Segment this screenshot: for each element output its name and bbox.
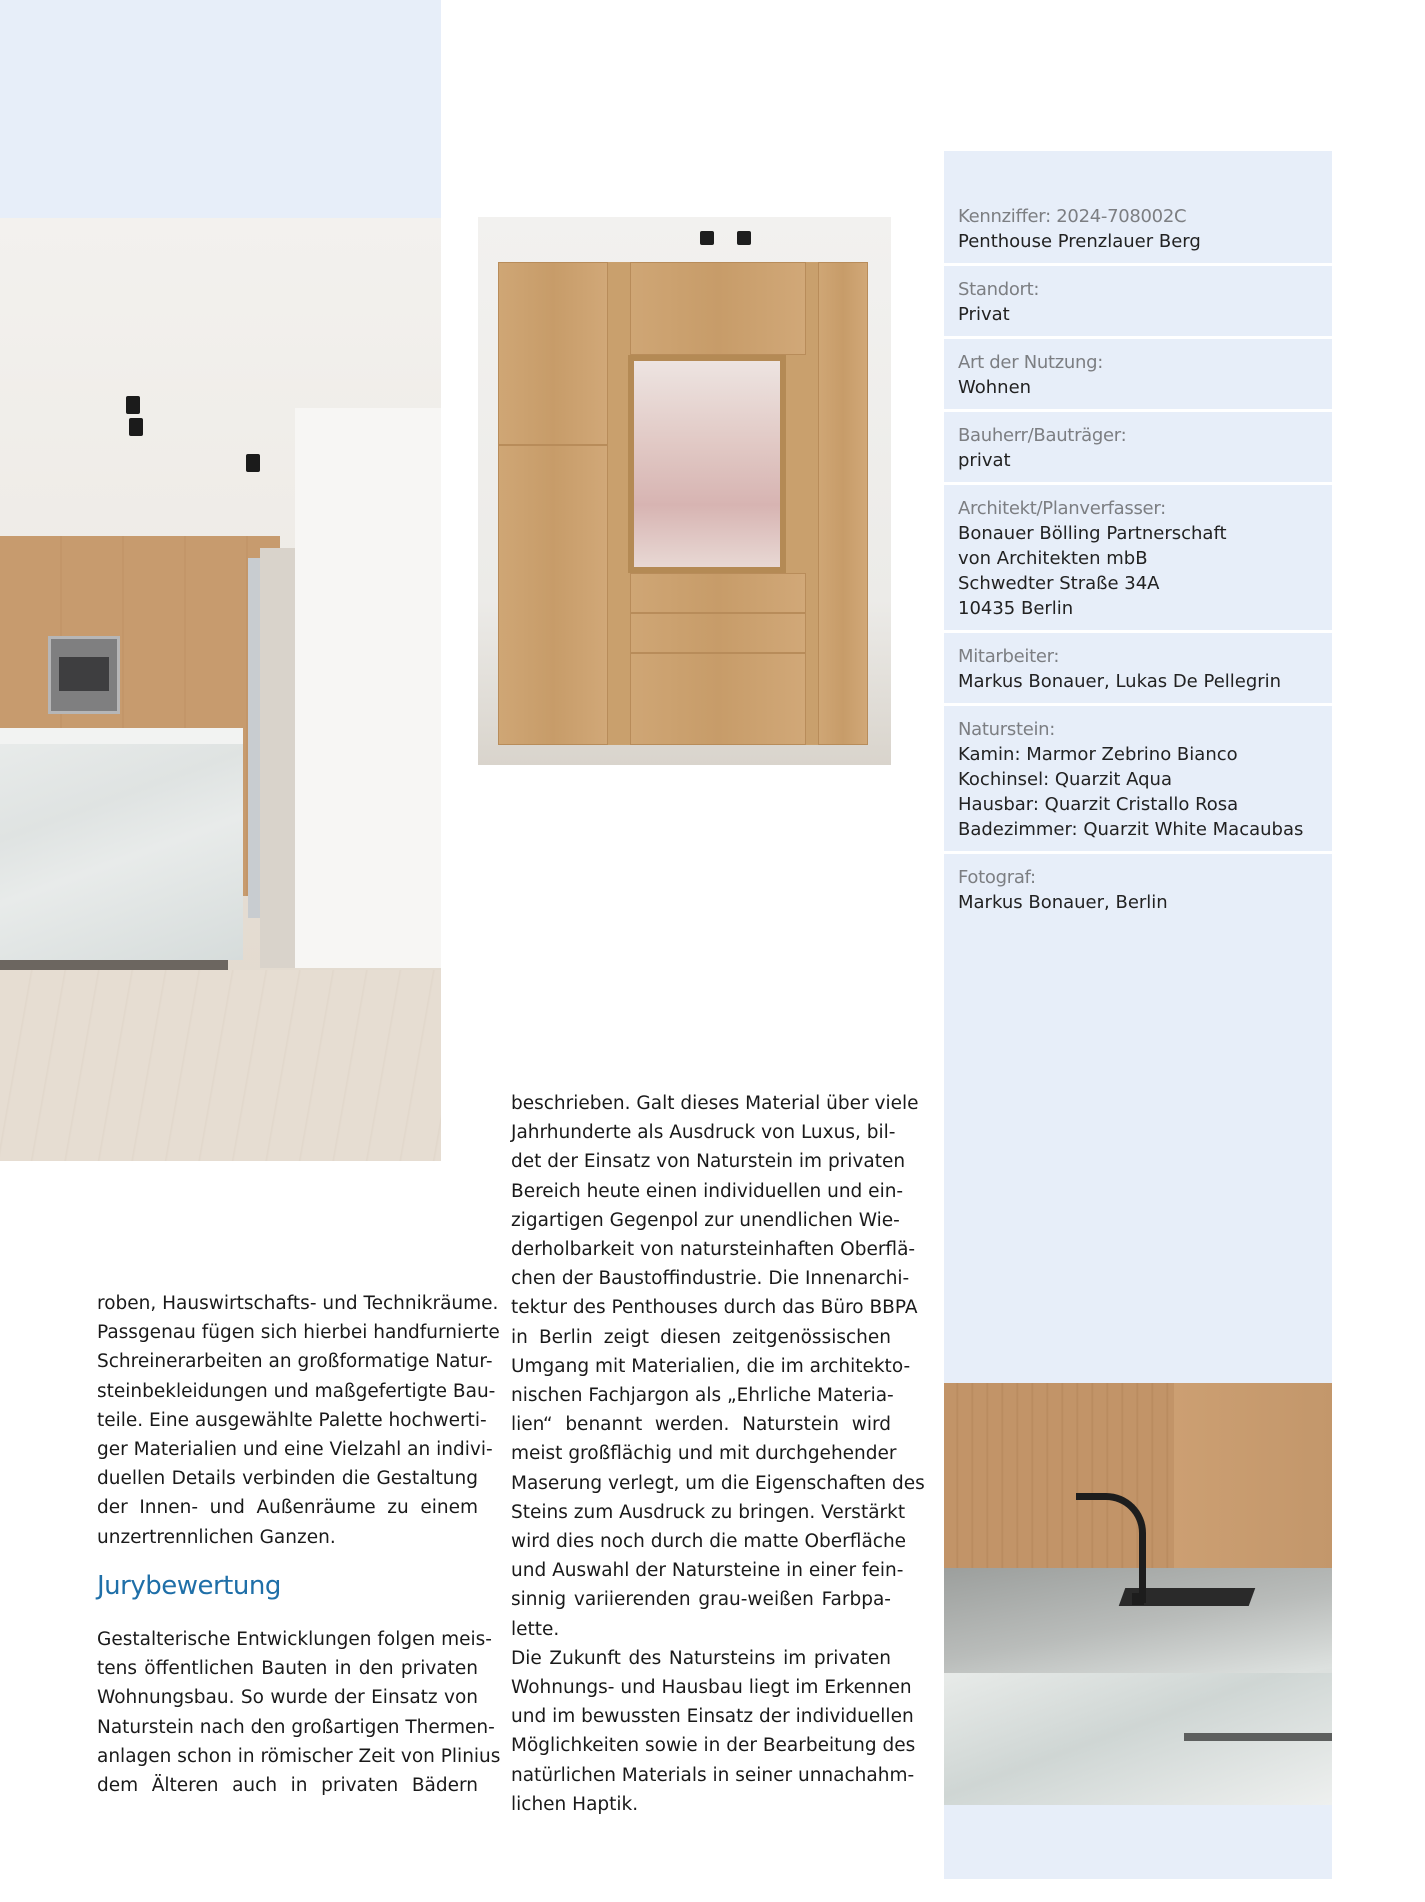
- glass-bar-niche: [628, 355, 786, 573]
- text-line: Wohnungs- und Hausbau liegt im Erkennen: [511, 1677, 912, 1699]
- cabinet-drawer: [630, 653, 806, 745]
- info-label: Architekt/Planverfasser:: [958, 498, 1166, 519]
- text-line: Schreinerarbeiten an großformatige Natur-: [97, 1351, 493, 1373]
- divider: [944, 263, 1332, 266]
- top-left-panel: [0, 0, 441, 218]
- info-label: Standort:: [958, 279, 1040, 300]
- text-line: Wohnungsbau. So wurde der Einsatz von: [97, 1687, 478, 1709]
- project-info-list: [944, 205, 1332, 915]
- info-value: Kamin: Marmor Zebrino Bianco: [958, 744, 1238, 765]
- text-line: det der Einsatz von Naturstein im privaten: [511, 1151, 906, 1173]
- text-line: tens öffentlichen Bauten in den privaten: [97, 1658, 478, 1680]
- text-line: roben, Hauswirtschafts- und Technikräume.: [97, 1293, 499, 1314]
- text-line: zigartigen Gegenpol zur unendlichen Wie-: [511, 1209, 900, 1231]
- divider: [944, 703, 1332, 706]
- text-line: unzertrennlichen Ganzen.: [97, 1526, 336, 1548]
- cabinet-drawer: [630, 613, 806, 653]
- column: [260, 548, 300, 968]
- text-line: lichen Haptik.: [511, 1793, 639, 1815]
- cabinet-drawer: [630, 573, 806, 613]
- info-architekt: [944, 497, 1332, 621]
- cabinet-door: [498, 445, 608, 745]
- stone-island: [0, 728, 243, 960]
- info-label: Kennziffer: 2024-708002C: [958, 206, 1187, 227]
- text-line: tektur des Penthouses durch das Büro BBPA: [511, 1297, 918, 1319]
- ceiling-spot: [129, 418, 143, 436]
- ceiling-spot: [700, 231, 714, 245]
- info-value: Hausbar: Quarzit Cristallo Rosa: [958, 794, 1239, 815]
- text-line: Passgenau fügen sich hierbei handfurnierte: [97, 1322, 500, 1344]
- faucet-base: [1132, 1593, 1144, 1605]
- text-line: lien“ benannt werden. Naturstein wird: [511, 1414, 891, 1436]
- text-line: Maserung verlegt, um die Eigenschaften des: [511, 1472, 925, 1494]
- ceiling-spot: [126, 396, 140, 414]
- divider: [944, 851, 1332, 854]
- text-line: beschrieben. Galt dieses Material über viele: [511, 1093, 919, 1114]
- text-line: steinbekleidungen und maßgefertigte Bau-: [97, 1380, 496, 1402]
- divider: [944, 336, 1332, 339]
- text-line: lette.: [511, 1618, 560, 1640]
- text-line: teile. Eine ausgewählte Palette hochwerti-: [97, 1409, 487, 1431]
- ceiling-spot: [246, 454, 260, 472]
- info-value: von Architekten mbB: [958, 548, 1148, 569]
- cabinet-photo: [478, 217, 891, 765]
- info-fotograf: [944, 866, 1332, 915]
- oven: [48, 636, 120, 714]
- text-line: und Auswahl der Natursteine in einer fein-: [511, 1560, 904, 1582]
- divider: [944, 630, 1332, 633]
- info-value: Badezimmer: Quarzit White Macaubas: [958, 819, 1304, 840]
- text-line: anlagen schon in römischer Zeit von Plinius: [97, 1745, 501, 1767]
- cabinet-door: [818, 262, 868, 745]
- wood-floor: [0, 970, 441, 1161]
- info-mitarbeiter: [944, 645, 1332, 694]
- text-line: in Berlin zeigt diesen zeitgenössischen: [511, 1326, 891, 1348]
- info-label: Mitarbeiter:: [958, 646, 1060, 667]
- info-label: Bauherr/Bauträger:: [958, 425, 1127, 446]
- divider: [944, 409, 1332, 412]
- kitchen-photo: [0, 218, 441, 1161]
- island-shadow: [0, 960, 228, 970]
- text-line: Steins zum Ausdruck zu bringen. Verstärkt: [511, 1501, 906, 1523]
- text-line: ger Materialien und eine Vielzahl an indivi-: [97, 1439, 493, 1461]
- info-value: Markus Bonauer, Berlin: [958, 892, 1168, 913]
- info-naturstein: [944, 718, 1332, 842]
- white-wall: [295, 408, 441, 968]
- info-value: Schwedter Straße 34A: [958, 573, 1160, 594]
- text-line: wird dies noch durch die matte Oberfläche: [511, 1531, 907, 1553]
- text-line: Naturstein nach den großartigen Thermen-: [97, 1716, 495, 1738]
- info-value: Wohnen: [958, 377, 1032, 398]
- drawer-slot: [1184, 1733, 1332, 1741]
- text-line: duellen Details verbinden die Gestaltung: [97, 1468, 478, 1490]
- info-value: Bonauer Bölling Partnerschaft: [958, 523, 1227, 544]
- text-line: derholbarkeit von natursteinhaften Oberflä-: [511, 1239, 916, 1261]
- text-line: Umgang mit Materialien, die im architekto-: [511, 1355, 911, 1377]
- divider: [944, 482, 1332, 485]
- info-value: Kochinsel: Quarzit Aqua: [958, 769, 1172, 790]
- info-value: Markus Bonauer, Lukas De Pellegrin: [958, 671, 1282, 692]
- info-nutzung: [944, 351, 1332, 400]
- text-line: chen der Baustoffindustrie. Die Innenarchi-: [511, 1268, 910, 1290]
- section-heading: Jurybewertung: [97, 1570, 281, 1601]
- text-line: natürlichen Materials in seiner unnachahm-: [511, 1764, 915, 1786]
- text-line: Möglichkeiten sowie in der Bearbeitung des: [511, 1735, 916, 1757]
- info-kennziffer: [944, 205, 1332, 254]
- text-line: dem Älteren auch in privaten Bädern: [97, 1775, 478, 1797]
- info-bauherr: [944, 424, 1332, 473]
- sink-photo: [944, 1383, 1332, 1805]
- text-line: nischen Fachjargon als „Ehrliche Materia-: [511, 1385, 894, 1407]
- info-value: 10435 Berlin: [958, 598, 1074, 619]
- cabinet-door: [630, 262, 806, 355]
- info-value: Privat: [958, 304, 1010, 325]
- text-line: Gestalterische Entwicklungen folgen meis-: [97, 1629, 492, 1651]
- info-value: privat: [958, 450, 1011, 471]
- info-label: Art der Nutzung:: [958, 352, 1104, 373]
- left-text-column: [97, 1289, 501, 1800]
- text-line: meist großflächig und mit durchgehender: [511, 1443, 897, 1465]
- middle-text-column: [511, 1089, 925, 1819]
- text-line: der Innen- und Außenräume zu einem: [97, 1497, 478, 1519]
- wood-panel: [1174, 1383, 1332, 1583]
- cabinet-door: [498, 262, 608, 445]
- text-line: Die Zukunft des Natursteins im privaten: [511, 1647, 891, 1669]
- info-standort: [944, 278, 1332, 327]
- ceiling-spot: [737, 231, 751, 245]
- text-line: Jahrhunderte als Ausdruck von Luxus, bil-: [511, 1122, 896, 1144]
- info-label: Fotograf:: [958, 867, 1036, 888]
- info-value: Penthouse Prenzlauer Berg: [958, 231, 1201, 252]
- text-line: und im bewussten Einsatz der individuellen: [511, 1706, 914, 1728]
- text-line: sinnig variierenden grau-weißen Farbpa-: [511, 1589, 891, 1611]
- info-label: Naturstein:: [958, 719, 1056, 740]
- text-line: Bereich heute einen individuellen und ein-: [511, 1180, 904, 1202]
- faucet: [1076, 1493, 1146, 1603]
